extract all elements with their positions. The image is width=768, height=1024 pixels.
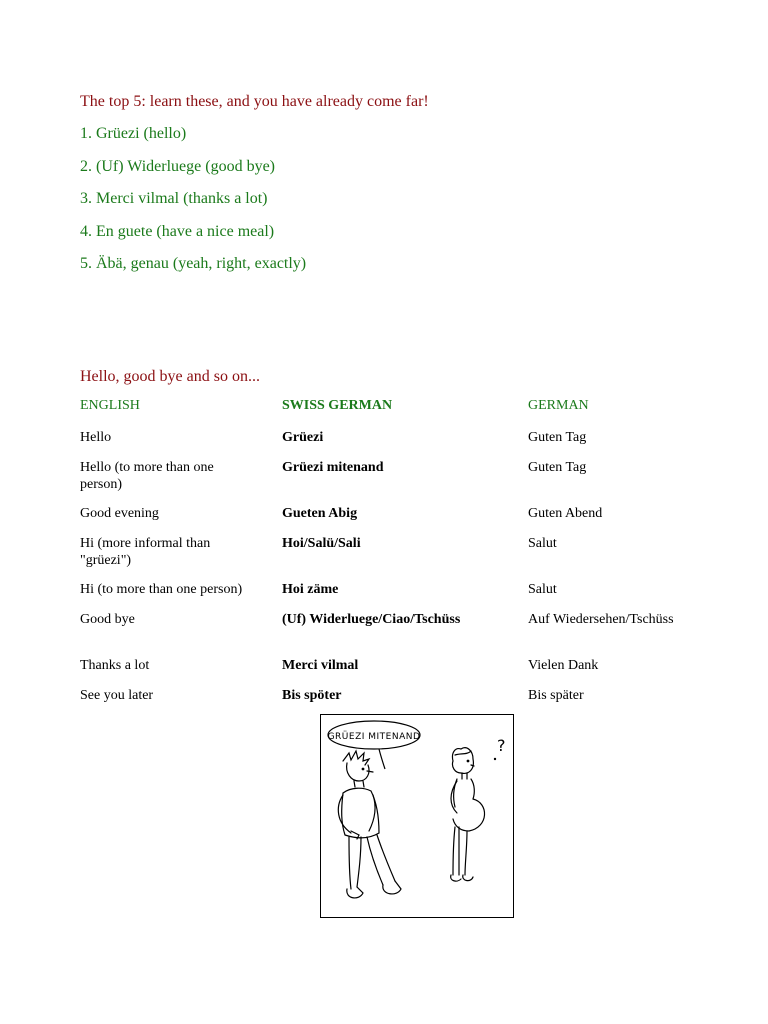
woman-figure (451, 748, 485, 881)
top5-item-3: 3. Merci vilmal (thanks a lot) (80, 190, 268, 207)
column-header-english: ENGLISH (80, 398, 140, 413)
top5-item-4: 4. En guete (have a nice meal) (80, 223, 275, 240)
german-cell: Guten Tag (528, 430, 587, 445)
german-cell: Vielen Dank (528, 658, 599, 673)
swiss-german-cell: Merci vilmal (282, 658, 359, 673)
english-cell: Hello (80, 430, 112, 445)
swiss-german-cell: Gueten Abig (282, 506, 358, 521)
man-figure (338, 751, 401, 898)
german-cell: Bis später (528, 688, 584, 703)
english-cell: Good bye (80, 612, 135, 627)
top5-item-1: 1. Grüezi (hello) (80, 125, 187, 142)
german-cell: Guten Abend (528, 506, 603, 521)
question-mark: ? (497, 736, 506, 755)
swiss-german-cell: Bis spöter (282, 688, 342, 703)
top5-heading: The top 5: learn these, and you have already come far! (80, 93, 429, 110)
greetings-heading: Hello, good bye and so on... (80, 368, 260, 385)
speech-bubble (328, 721, 421, 769)
english-cell: Hi (to more than one person) (80, 582, 243, 597)
greeting-cartoon (320, 714, 514, 918)
cartoon-drawing (321, 715, 513, 917)
german-cell: Salut (528, 536, 557, 551)
swiss-german-cell: Hoi zäme (282, 582, 339, 597)
swiss-german-cell: (Uf) Widerluege/Ciao/Tschüss (282, 612, 461, 627)
top5-item-2: 2. (Uf) Widerluege (good bye) (80, 158, 275, 175)
swiss-german-cell: Grüezi (282, 430, 324, 445)
english-cell: Thanks a lot (80, 658, 150, 673)
column-header-german: GERMAN (528, 398, 589, 413)
column-header-swiss-german: SWISS GERMAN (282, 398, 393, 413)
german-cell: Guten Tag (528, 460, 587, 475)
german-cell: Auf Wiedersehen/Tschüss (528, 612, 674, 627)
top5-item-5: 5. Äbä, genau (yeah, right, exactly) (80, 255, 307, 272)
german-cell: Salut (528, 582, 557, 597)
thought-dot (494, 758, 496, 760)
english-cell: Hello (to more than one person) (80, 460, 214, 492)
english-cell: See you later (80, 688, 154, 703)
english-cell: Good evening (80, 506, 159, 521)
english-cell: Hi (more informal than "grüezi") (80, 536, 211, 568)
swiss-german-cell: Hoi/Salü/Sali (282, 536, 361, 551)
swiss-german-cell: Grüezi mitenand (282, 460, 384, 475)
speech-bubble-text: GRÜEZI MITENAND (327, 732, 421, 742)
